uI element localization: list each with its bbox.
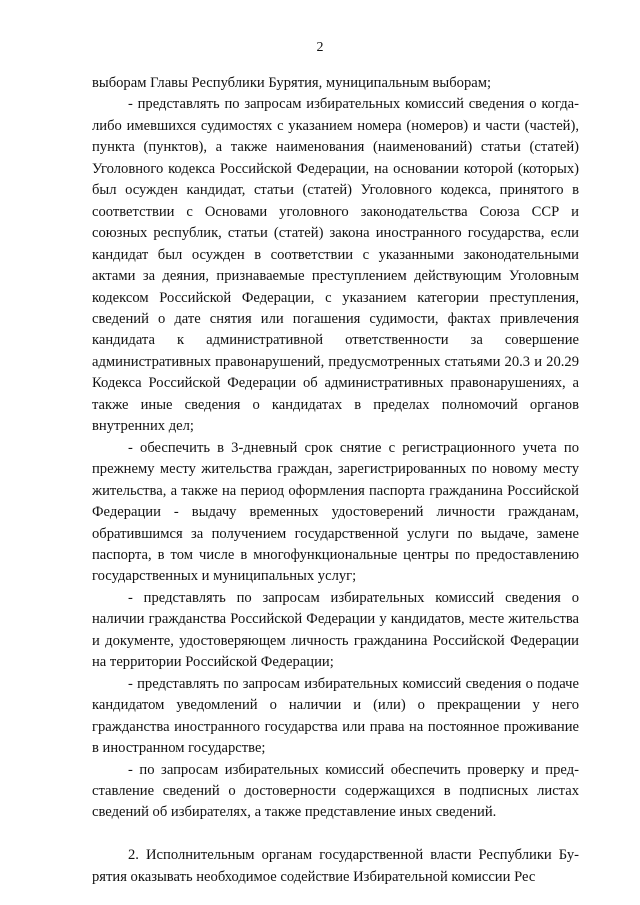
- paragraph-registration: - обеспечить в 3-дневный срок снятие с регистрационного учета по прежнему месту жительства граждан, зарегистрированных по новому месту жительства, а также на период оформления паспорта гражданина Российской Федерации - выдачу временных удостоверений личности гражданам, обратившимся за получением государственной услуги по выдаче, замене паспорта, в том числе в многофункциональные центры по предоставлению государственных и муниципальных услуг;: [92, 439, 579, 585]
- paragraph-criminal-records: - представлять по запросам избирательных комиссий сведения о когда-либо имевшихся судимостях с указанием номера (номеров) и части (частей), пункта (пунктов), а также наименования (наименований) статьи (статей) Уголовного кодекса Российской Федерации, на основании которой (которых) был осужден кандидат, статьи (статей) Уголовного кодекса, принятого в соответствии с Основами уголовного законодательства Союза ССР и союзных республик, статьи (статей) закона иностранного государства, если кандидат был осужден в соответствии с указанными законодательными актами за деяния, признаваемые преступлением действующим Уголовным кодексом Российской Федерации, с указанием категории преступления, сведений о дате снятия или погашения судимости, фактах привлечения кандидата к административной ответственности за совершение административных правонарушений, предусмотренных статьями 20.3 и 20.29 Кодекса Российской Федерации об административных правонарушениях, а также иные сведения о кандидатах в пределах полномочий органов внутренних дел;: [92, 96, 579, 435]
- paragraph-foreign-citizenship: - представлять по запросам избирательных комиссий сведения о подаче кандидатом уведомлений о наличии и (или) о прекращении у него гражданства иностранного государства или права на постоянное проживание в иностранном государстве;: [92, 675, 579, 757]
- paragraph-section-2: 2. Исполнительным органам государственной власти Республики Бурятия оказывать необходимое содействие Избирательной комиссии Рес: [92, 847, 579, 885]
- paragraph-citizenship: - представлять по запросам избирательных комиссий сведения о наличии гражданства Российской Федерации у кандидатов, месте жительства и документе, удостоверяющем личность гражданина Российской Федерации на территории Российской Федерации;: [92, 589, 579, 671]
- paragraph-signature-verification: - по запросам избирательных комиссий обеспечить проверку и представление сведений о достоверности содержащихся в подписных листах сведений об избирателях, а также представление иных сведений.: [92, 761, 579, 821]
- paragraph-continuation: выборам Главы Республики Бурятия, муниципальным выборам;: [92, 75, 492, 91]
- page-number: 2: [316, 40, 324, 55]
- document-body: [92, 73, 579, 888]
